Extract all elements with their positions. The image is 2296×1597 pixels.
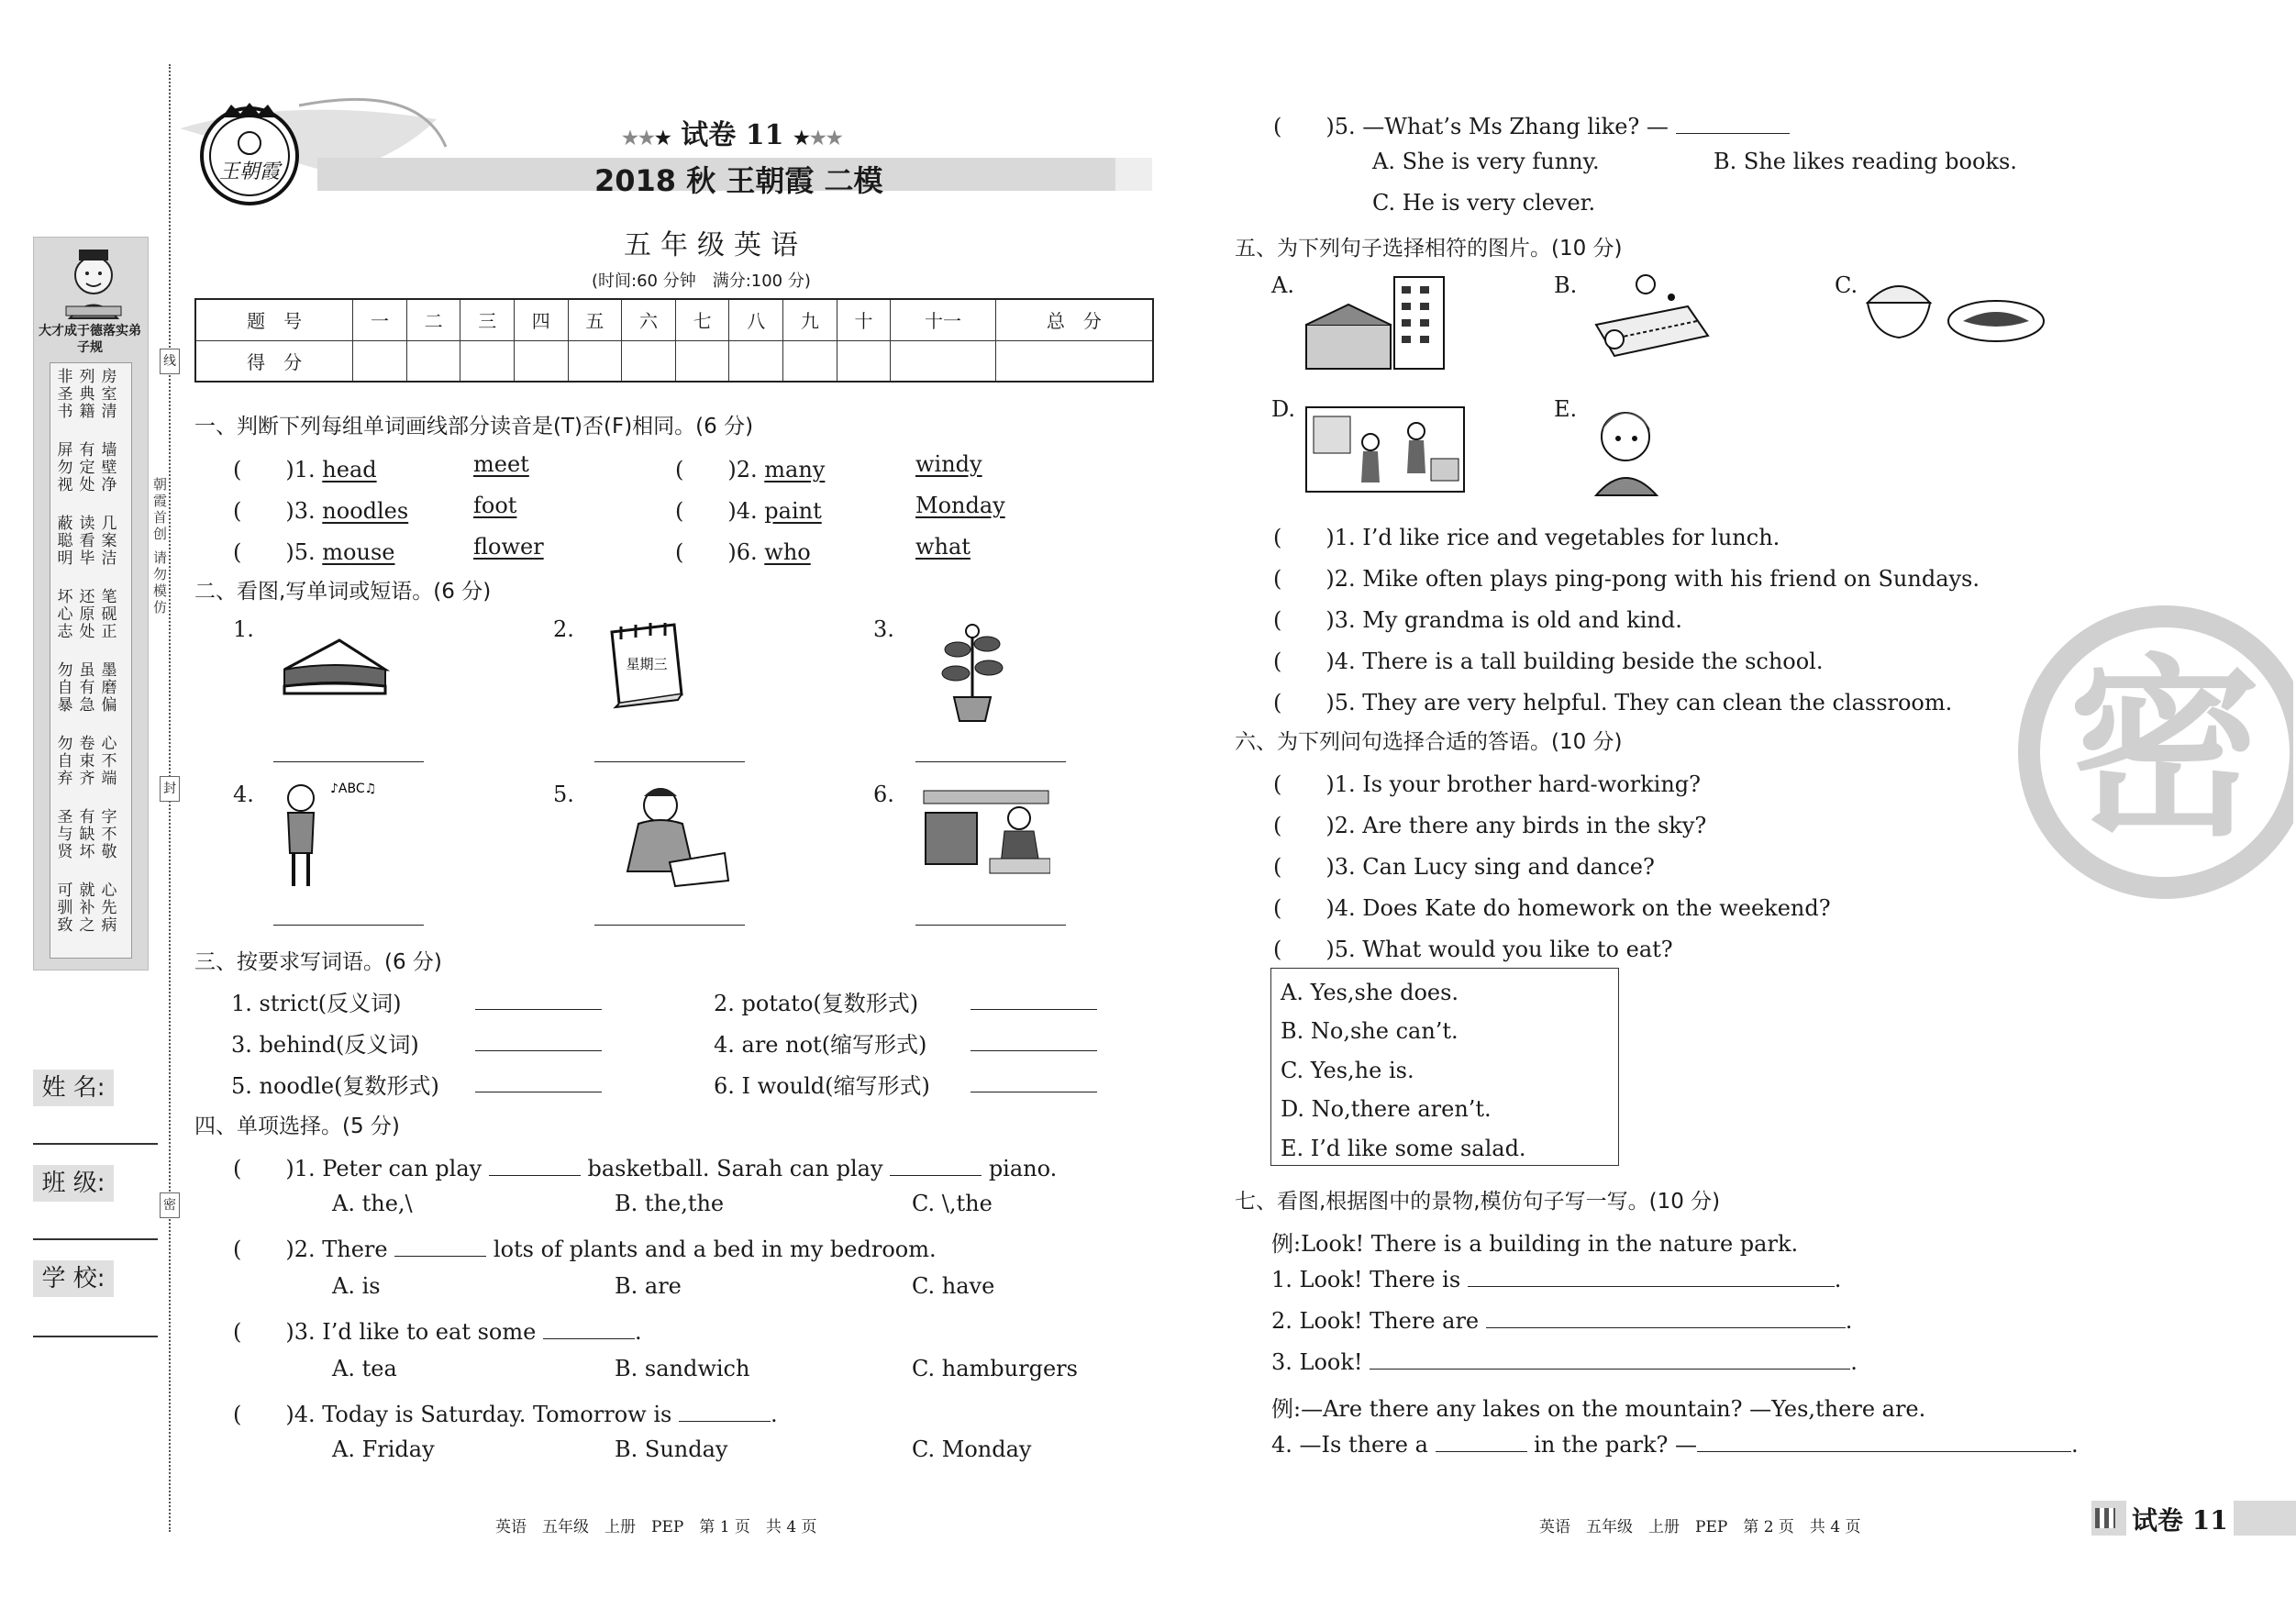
maxim-column: 坏心志 bbox=[57, 588, 73, 641]
name-field[interactable] bbox=[33, 1143, 158, 1145]
class-label: 班 级: bbox=[33, 1165, 114, 1202]
footer-left: 英语 五年级 上册 PEP 第 1 页 共 4 页 bbox=[495, 1518, 817, 1536]
sec4-q1-opt-c[interactable]: C. \,the bbox=[912, 1191, 993, 1216]
sec4-q3 bbox=[233, 1314, 642, 1346]
score-header-cell: 八 bbox=[729, 299, 783, 340]
sec1-word-b: what bbox=[915, 534, 971, 560]
rice-vegetables-icon bbox=[1862, 275, 2046, 349]
score-cell[interactable] bbox=[460, 340, 515, 382]
drawing-girl-icon bbox=[605, 780, 734, 890]
sec7-line-3 bbox=[1271, 1349, 1858, 1375]
answer-blank-3[interactable] bbox=[915, 761, 1066, 762]
score-cell[interactable] bbox=[622, 340, 676, 382]
score-header-cell: 一 bbox=[353, 299, 407, 340]
score-header-cell: 六 bbox=[622, 299, 676, 340]
sec1-item-num: ( )3. noodles bbox=[233, 498, 409, 524]
sec4-q5-opt-c[interactable]: C. He is very clever. bbox=[1372, 190, 1596, 216]
sec7-line-4-blank-a[interactable] bbox=[1436, 1434, 1527, 1452]
grandma-icon bbox=[1587, 400, 1669, 497]
maxim-column: 房室清 bbox=[101, 368, 117, 421]
sec4-q4-opt-b[interactable]: B. Sunday bbox=[615, 1436, 728, 1462]
sec4-q4-opt-c[interactable]: C. Monday bbox=[912, 1436, 1032, 1462]
sec4-q3-post: . bbox=[634, 1319, 642, 1345]
sec3-answer-blank[interactable] bbox=[475, 1050, 602, 1051]
sec6-item-3: ( )3. Can Lucy sing and dance? bbox=[1273, 854, 1655, 880]
sec7-line-1-blank[interactable] bbox=[1468, 1269, 1835, 1287]
footer-tag: 试卷 11 bbox=[2126, 1501, 2234, 1537]
sec4-q2 bbox=[233, 1231, 937, 1263]
sec4-q3-blank[interactable] bbox=[543, 1321, 635, 1339]
sec7-line-4-text-a: 4. —Is there a bbox=[1271, 1432, 1428, 1458]
sec4-q2-opt-b[interactable]: B. are bbox=[615, 1273, 682, 1299]
answer-option-c: C. Yes,he is. bbox=[1281, 1058, 1414, 1083]
maxim-column: 就补之 bbox=[79, 882, 95, 935]
score-header-cell: 二 bbox=[406, 299, 460, 340]
sec4-q5-blank[interactable] bbox=[1676, 116, 1790, 134]
ping-pong-icon bbox=[1587, 270, 1715, 372]
sec7-line-1-text: 1. Look! There is bbox=[1271, 1267, 1461, 1292]
score-cell[interactable] bbox=[675, 340, 729, 382]
answer-blank-4[interactable] bbox=[273, 925, 424, 926]
maxim-column: 虽有急 bbox=[79, 661, 95, 715]
sec1-title: 一、判断下列每组单词画线部分读音是(T)否(F)相同。(6 分) bbox=[194, 415, 754, 438]
maxim-column: 勿自弃 bbox=[57, 735, 73, 788]
maxim-column: 字不敬 bbox=[101, 808, 117, 861]
answer-option-e: E. I’d like some salad. bbox=[1281, 1136, 1526, 1161]
sec4-q2-opt-a[interactable]: A. is bbox=[332, 1273, 381, 1299]
vertical-note: 朝霞首创 请勿模仿 bbox=[151, 477, 168, 616]
sec4-q2-pre: ( )2. There bbox=[233, 1237, 388, 1262]
sec3-title: 三、按要求写词语。(6 分) bbox=[194, 950, 442, 974]
subject-title: 五年级英语 bbox=[624, 229, 807, 261]
pic-label-a: A. bbox=[1271, 272, 1294, 298]
score-header-cell: 十一 bbox=[891, 299, 995, 340]
sec1-word-b: flower bbox=[473, 534, 544, 560]
sandwich-icon bbox=[275, 633, 394, 706]
svg-text:密: 密 bbox=[2068, 638, 2262, 862]
sec4-q4-blank[interactable] bbox=[679, 1403, 771, 1422]
name-label: 姓 名: bbox=[33, 1070, 114, 1106]
answer-option-d: D. No,there aren’t. bbox=[1281, 1096, 1492, 1122]
sec7-line-3-blank[interactable] bbox=[1370, 1351, 1850, 1370]
sec7-line-4 bbox=[1271, 1432, 2079, 1458]
score-cell[interactable] bbox=[995, 340, 1153, 382]
maxim-column: 有定处 bbox=[79, 441, 95, 494]
sec7-title: 七、看图,根据图中的景物,模仿句子写一写。(10 分) bbox=[1235, 1190, 1721, 1214]
score-cell[interactable] bbox=[729, 340, 783, 382]
footer-pattern-icon bbox=[2095, 1508, 2115, 1528]
answer-blank-1[interactable] bbox=[273, 761, 424, 762]
maxim-column: 笔砚正 bbox=[101, 588, 117, 641]
singing-boy-icon bbox=[275, 772, 385, 892]
sec3-item: 3. behind(反义词) bbox=[231, 1032, 419, 1058]
score-header-row bbox=[195, 299, 1153, 340]
score-header-cell: 题 号 bbox=[195, 299, 353, 340]
sec1-item-num: ( )6. who bbox=[675, 539, 811, 565]
pic-label-e: E. bbox=[1554, 396, 1578, 422]
sec1-num: 5. bbox=[294, 539, 316, 565]
exam-title: 2018 秋 王朝霞 二模 bbox=[594, 163, 883, 198]
answer-option-a: A. Yes,she does. bbox=[1281, 980, 1459, 1005]
maxim-column: 非圣书 bbox=[57, 368, 73, 421]
maxim-column: 还原处 bbox=[79, 588, 95, 641]
maxim-column: 墨磨偏 bbox=[101, 661, 117, 715]
sec4-q1 bbox=[233, 1150, 1057, 1182]
mark-feng: 封 bbox=[160, 776, 180, 802]
sec7-line-4-dot: . bbox=[2071, 1432, 2079, 1458]
score-table bbox=[194, 298, 1154, 383]
maxim-column: 几案洁 bbox=[101, 515, 117, 568]
sec4-q3-pre: ( )3. I’d like to eat some bbox=[233, 1319, 537, 1345]
sec1-word-a: many bbox=[764, 457, 826, 482]
exam-banner: ★★★ 试卷 11 ★★★ bbox=[622, 119, 843, 151]
sec7-line-4-blank-b[interactable] bbox=[1697, 1434, 2071, 1452]
student-cartoon-icon bbox=[48, 240, 139, 323]
sec6-item-1: ( )1. Is your brother hard-working? bbox=[1273, 771, 1702, 797]
sec5-item-5: ( )5. They are very helpful. They can clean the classroom. bbox=[1273, 690, 1953, 715]
sec3-item: 4. are not(缩写形式) bbox=[714, 1032, 927, 1058]
sec4-q1-opt-b[interactable]: B. the,the bbox=[615, 1191, 725, 1216]
sec1-word-a: head bbox=[322, 457, 377, 482]
sec1-word-b: windy bbox=[915, 451, 982, 477]
score-header-cell: 五 bbox=[568, 299, 622, 340]
sec1-num: 1. bbox=[294, 457, 316, 482]
score-row-label: 得 分 bbox=[195, 340, 353, 382]
sec6-item-5: ( )5. What would you like to eat? bbox=[1273, 937, 1673, 962]
mark-xian: 线 bbox=[160, 349, 180, 374]
pic-label-c: C. bbox=[1835, 272, 1858, 298]
maxim-column: 卷束齐 bbox=[79, 735, 95, 788]
sec1-word-b: Monday bbox=[915, 493, 1005, 518]
sec7-line-2-dot: . bbox=[1845, 1308, 1853, 1334]
sec2-num-6: 6. bbox=[873, 782, 894, 807]
sec4-q3-opt-c[interactable]: C. hamburgers bbox=[912, 1356, 1078, 1381]
sec1-word-b: foot bbox=[473, 493, 517, 518]
sec7-line-3-dot: . bbox=[1850, 1349, 1858, 1375]
svg-text:王朝霞: 王朝霞 bbox=[218, 161, 281, 183]
footer-right: 英语 五年级 上册 PEP 第 2 页 共 4 页 bbox=[1539, 1518, 1861, 1536]
sec4-q4 bbox=[233, 1396, 778, 1428]
sec3-item: 1. strict(反义词) bbox=[231, 991, 402, 1016]
sec1-word-a: paint bbox=[764, 498, 822, 524]
maxim-column: 蔽聪明 bbox=[57, 515, 73, 568]
sec4-q5-opt-a[interactable]: A. She is very funny. bbox=[1372, 149, 1600, 174]
score-header-cell: 九 bbox=[783, 299, 837, 340]
sec3-answer-blank[interactable] bbox=[475, 1009, 602, 1010]
answer-blank-5[interactable] bbox=[594, 925, 745, 926]
maxim-column: 列典籍 bbox=[79, 368, 95, 421]
sec4-q1-pre: ( )1. Peter can play bbox=[233, 1156, 482, 1181]
sec4-q3-opt-b[interactable]: B. sandwich bbox=[615, 1356, 750, 1381]
class-field[interactable] bbox=[33, 1238, 158, 1240]
maxim-column: 心不端 bbox=[101, 735, 117, 788]
maxim-column: 墙壁净 bbox=[101, 441, 117, 494]
answer-option-b: B. No,she can’t. bbox=[1281, 1018, 1459, 1044]
sec3-answer-blank[interactable] bbox=[971, 1050, 1097, 1051]
sec3-item: 5. noodle(复数形式) bbox=[231, 1073, 439, 1099]
pic-label-d: D. bbox=[1271, 396, 1296, 422]
score-value-row bbox=[195, 340, 1153, 382]
maxim-column: 可驯致 bbox=[57, 882, 73, 935]
sec5-item-1: ( )1. I’d like rice and vegetables for lunch. bbox=[1273, 525, 1780, 550]
sec5-item-3: ( )3. My grandma is old and kind. bbox=[1273, 607, 1682, 633]
score-header-cell: 十 bbox=[837, 299, 891, 340]
sec2-num-2: 2. bbox=[553, 616, 574, 642]
sec1-word-a: who bbox=[764, 539, 811, 565]
maxim-column: 有缺坏 bbox=[79, 808, 95, 861]
side-caption: 大才成于德落实弟子规 bbox=[39, 324, 141, 355]
svg-text:♪ABC♫: ♪ABC♫ bbox=[330, 782, 377, 796]
sec1-num: 2. bbox=[736, 457, 758, 482]
sec4-q1-blank-b[interactable] bbox=[890, 1158, 982, 1176]
sec7-example-2: 例:—Are there any lakes on the mountain? —Yes,there are. bbox=[1271, 1396, 1926, 1422]
sec1-item-num: ( )2. many bbox=[675, 457, 826, 482]
school-label: 学 校: bbox=[33, 1260, 114, 1297]
score-cell[interactable] bbox=[837, 340, 891, 382]
sec5-item-2: ( )2. Mike often plays ping-pong with his friend on Sundays. bbox=[1273, 566, 1980, 592]
plant-pot-icon bbox=[926, 616, 1018, 726]
sec4-q3-opt-a[interactable]: A. tea bbox=[332, 1356, 397, 1381]
sec7-line-1 bbox=[1271, 1267, 1841, 1292]
sec2-num-3: 3. bbox=[873, 616, 894, 642]
score-cell[interactable] bbox=[515, 340, 569, 382]
sec1-num: 6. bbox=[736, 539, 758, 565]
score-header-cell: 三 bbox=[460, 299, 515, 340]
exam-number: 试卷 11 bbox=[681, 119, 784, 151]
sec7-line-4-text-b: in the park? — bbox=[1534, 1432, 1698, 1458]
sec1-word-a: noodles bbox=[322, 498, 409, 524]
score-header-cell: 四 bbox=[515, 299, 569, 340]
sec4-q2-blank[interactable] bbox=[394, 1238, 486, 1257]
sec2-num-5: 5. bbox=[553, 782, 574, 807]
score-cell[interactable] bbox=[783, 340, 837, 382]
sec1-item-num: ( )4. paint bbox=[675, 498, 822, 524]
sec7-line-3-text: 3. Look! bbox=[1271, 1349, 1363, 1375]
tall-building-school-icon bbox=[1303, 272, 1459, 372]
sec1-word-b: meet bbox=[473, 451, 529, 477]
maxim-column: 勿自暴 bbox=[57, 661, 73, 715]
cleaning-classroom-icon bbox=[1303, 404, 1468, 495]
sec7-example-1: 例:Look! There is a building in the nature park. bbox=[1271, 1231, 1799, 1257]
sec1-num: 3. bbox=[294, 498, 316, 524]
sec1-item-num: ( )5. mouse bbox=[233, 539, 395, 565]
sec3-item: 2. potato(复数形式) bbox=[714, 991, 919, 1016]
mark-mi: 密 bbox=[160, 1192, 180, 1218]
sec3-item: 6. I would(缩写形式) bbox=[714, 1073, 930, 1099]
sec1-item-num: ( )1. head bbox=[233, 457, 377, 482]
sec7-line-2-blank[interactable] bbox=[1486, 1310, 1846, 1328]
sec6-title: 六、为下列问句选择合适的答语。(10 分) bbox=[1235, 730, 1623, 754]
sec1-num: 4. bbox=[736, 498, 758, 524]
maxim-column: 圣与贤 bbox=[57, 808, 73, 861]
sec4-q4-post: . bbox=[770, 1402, 778, 1427]
sec5-item-4: ( )4. There is a tall building beside the school. bbox=[1273, 649, 1824, 674]
sec5-title: 五、为下列句子选择相符的图片。(10 分) bbox=[1235, 237, 1623, 261]
sec7-line-2 bbox=[1271, 1308, 1852, 1334]
score-header-cell: 七 bbox=[675, 299, 729, 340]
maxim-column: 心先病 bbox=[101, 882, 117, 935]
sec4-title: 四、单项选择。(5 分) bbox=[194, 1115, 400, 1138]
sec4-q5 bbox=[1273, 108, 1790, 140]
sec4-q1-post: piano. bbox=[988, 1156, 1058, 1181]
sec3-answer-blank[interactable] bbox=[971, 1009, 1097, 1010]
maxim-column: 读看毕 bbox=[79, 515, 95, 568]
score-cell[interactable] bbox=[568, 340, 622, 382]
watching-tv-icon bbox=[922, 787, 1050, 879]
sec4-q1-opt-a[interactable]: A. the,\ bbox=[332, 1191, 413, 1216]
sec4-q4-opt-a[interactable]: A. Friday bbox=[332, 1436, 435, 1462]
sec7-line-1-dot: . bbox=[1834, 1267, 1842, 1292]
secret-stamp-icon bbox=[2018, 605, 2293, 899]
sec4-q2-opt-c[interactable]: C. have bbox=[912, 1273, 995, 1299]
score-cell[interactable] bbox=[891, 340, 995, 382]
sec6-item-4: ( )4. Does Kate do homework on the weekend? bbox=[1273, 895, 1831, 921]
sec2-num-1: 1. bbox=[233, 616, 254, 642]
sec7-line-2-text: 2. Look! There are bbox=[1271, 1308, 1480, 1334]
answer-blank-6[interactable] bbox=[915, 925, 1066, 926]
sec6-item-2: ( )2. Are there any birds in the sky? bbox=[1273, 813, 1707, 838]
sec4-q1-blank-a[interactable] bbox=[489, 1158, 581, 1176]
score-header-cell: 总 分 bbox=[995, 299, 1153, 340]
sec4-q5-opt-b[interactable]: B. She likes reading books. bbox=[1714, 149, 2017, 174]
time-info: (时间:60 分钟 满分:100 分) bbox=[592, 272, 811, 291]
sec4-q4-pre: ( )4. Today is Saturday. Tomorrow is bbox=[233, 1402, 672, 1427]
score-cell[interactable] bbox=[406, 340, 460, 382]
sec1-word-a: mouse bbox=[322, 539, 395, 565]
score-cell[interactable] bbox=[353, 340, 407, 382]
school-field[interactable] bbox=[33, 1336, 158, 1337]
svg-text:星期三: 星期三 bbox=[626, 656, 668, 672]
sec4-q1-mid: basketball. Sarah can play bbox=[587, 1156, 883, 1181]
sec4-q2-post: lots of plants and a bed in my bedroom. bbox=[493, 1237, 937, 1262]
sec2-num-4: 4. bbox=[233, 782, 254, 807]
logo-seal-icon bbox=[194, 99, 305, 209]
sec4-q5-pre: ( )5. —What’s Ms Zhang like? — bbox=[1273, 114, 1669, 139]
maxim-column: 屏勿视 bbox=[57, 441, 73, 494]
calendar-icon bbox=[601, 619, 693, 711]
answer-blank-2[interactable] bbox=[594, 761, 745, 762]
pic-label-b: B. bbox=[1554, 272, 1578, 298]
sec2-title: 二、看图,写单词或短语。(6 分) bbox=[194, 580, 492, 604]
